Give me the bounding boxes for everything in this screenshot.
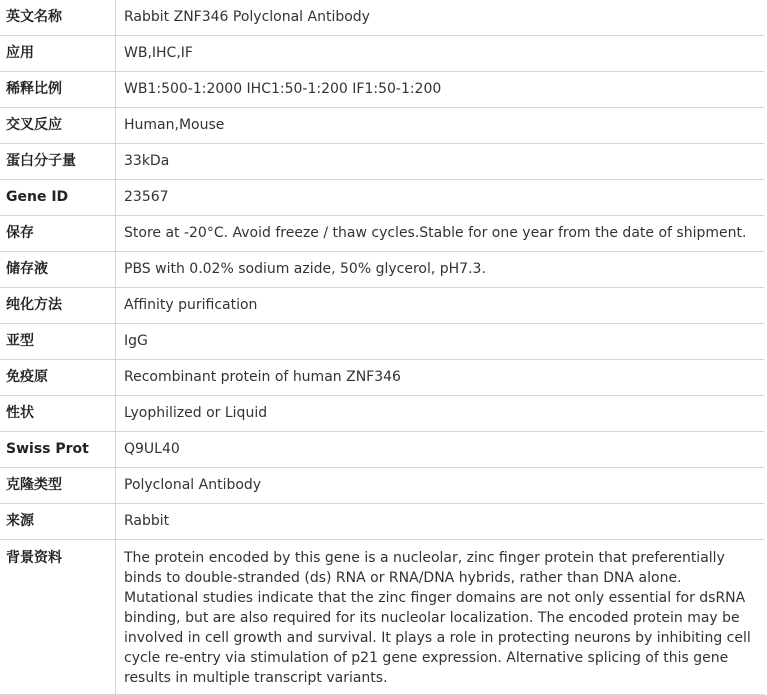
spec-row-isotype	[0, 324, 764, 360]
spec-row-purification	[0, 288, 764, 324]
spec-row-immunogen	[0, 360, 764, 396]
row-value: Polyclonal Antibody	[116, 468, 765, 504]
spec-row-buffer	[0, 252, 764, 288]
spec-row-storage	[0, 216, 764, 252]
row-label: 交叉反应	[0, 108, 116, 144]
row-label: 免疫原	[0, 360, 116, 396]
row-label: 背景资料	[0, 540, 116, 695]
row-label: 英文名称	[0, 0, 116, 36]
row-label: 稀释比例	[0, 72, 116, 108]
spec-row-gene-id	[0, 180, 764, 216]
spec-row-molecular-weight	[0, 144, 764, 180]
row-label: Swiss Prot	[0, 432, 116, 468]
row-value: Store at -20°C. Avoid freeze / thaw cycles.Stable for one year from the date of shipment.	[116, 216, 765, 252]
row-label: 蛋白分子量	[0, 144, 116, 180]
row-value: Rabbit ZNF346 Polyclonal Antibody	[116, 0, 765, 36]
row-value: Q9UL40	[116, 432, 765, 468]
row-value: Rabbit	[116, 504, 765, 540]
row-value: Lyophilized or Liquid	[116, 396, 765, 432]
spec-row-application	[0, 36, 764, 72]
spec-row-english-name	[0, 0, 764, 36]
row-value: Affinity purification	[116, 288, 765, 324]
row-value: Recombinant protein of human ZNF346	[116, 360, 765, 396]
row-value: IgG	[116, 324, 765, 360]
spec-row-reactivity	[0, 108, 764, 144]
row-label: 应用	[0, 36, 116, 72]
spec-row-swiss-prot	[0, 432, 764, 468]
row-value: The protein encoded by this gene is a nucleolar, zinc finger protein that preferentially binds to double-stranded (ds) RNA or RNA/DNA hybrids, rather than DNA alone. Mutational studies indicate that the zinc finger domains are not only essential for dsRNA binding, but are also required for its nucleolar localization. The encoded protein may be involved in cell growth and survival. It plays a role in protecting neurons by inhibiting cell cycle re-entry via stimulation of p21 gene expression. Alternative splicing of this gene results in multiple transcript variants.	[116, 540, 765, 695]
row-label: 来源	[0, 504, 116, 540]
row-label: 亚型	[0, 324, 116, 360]
row-label: 储存液	[0, 252, 116, 288]
row-value: Human,Mouse	[116, 108, 765, 144]
row-value: WB1:500-1:2000 IHC1:50-1:200 IF1:50-1:200	[116, 72, 765, 108]
row-label: 克隆类型	[0, 468, 116, 504]
row-label: 性状	[0, 396, 116, 432]
row-value: PBS with 0.02% sodium azide, 50% glycerol, pH7.3.	[116, 252, 765, 288]
row-label: Gene ID	[0, 180, 116, 216]
spec-row-background	[0, 540, 764, 695]
row-value: 23567	[116, 180, 765, 216]
spec-row-form	[0, 396, 764, 432]
spec-row-dilution	[0, 72, 764, 108]
row-label: 保存	[0, 216, 116, 252]
spec-row-host	[0, 504, 764, 540]
row-label: 纯化方法	[0, 288, 116, 324]
row-value: 33kDa	[116, 144, 765, 180]
spec-row-clonality	[0, 468, 764, 504]
row-value: WB,IHC,IF	[116, 36, 765, 72]
